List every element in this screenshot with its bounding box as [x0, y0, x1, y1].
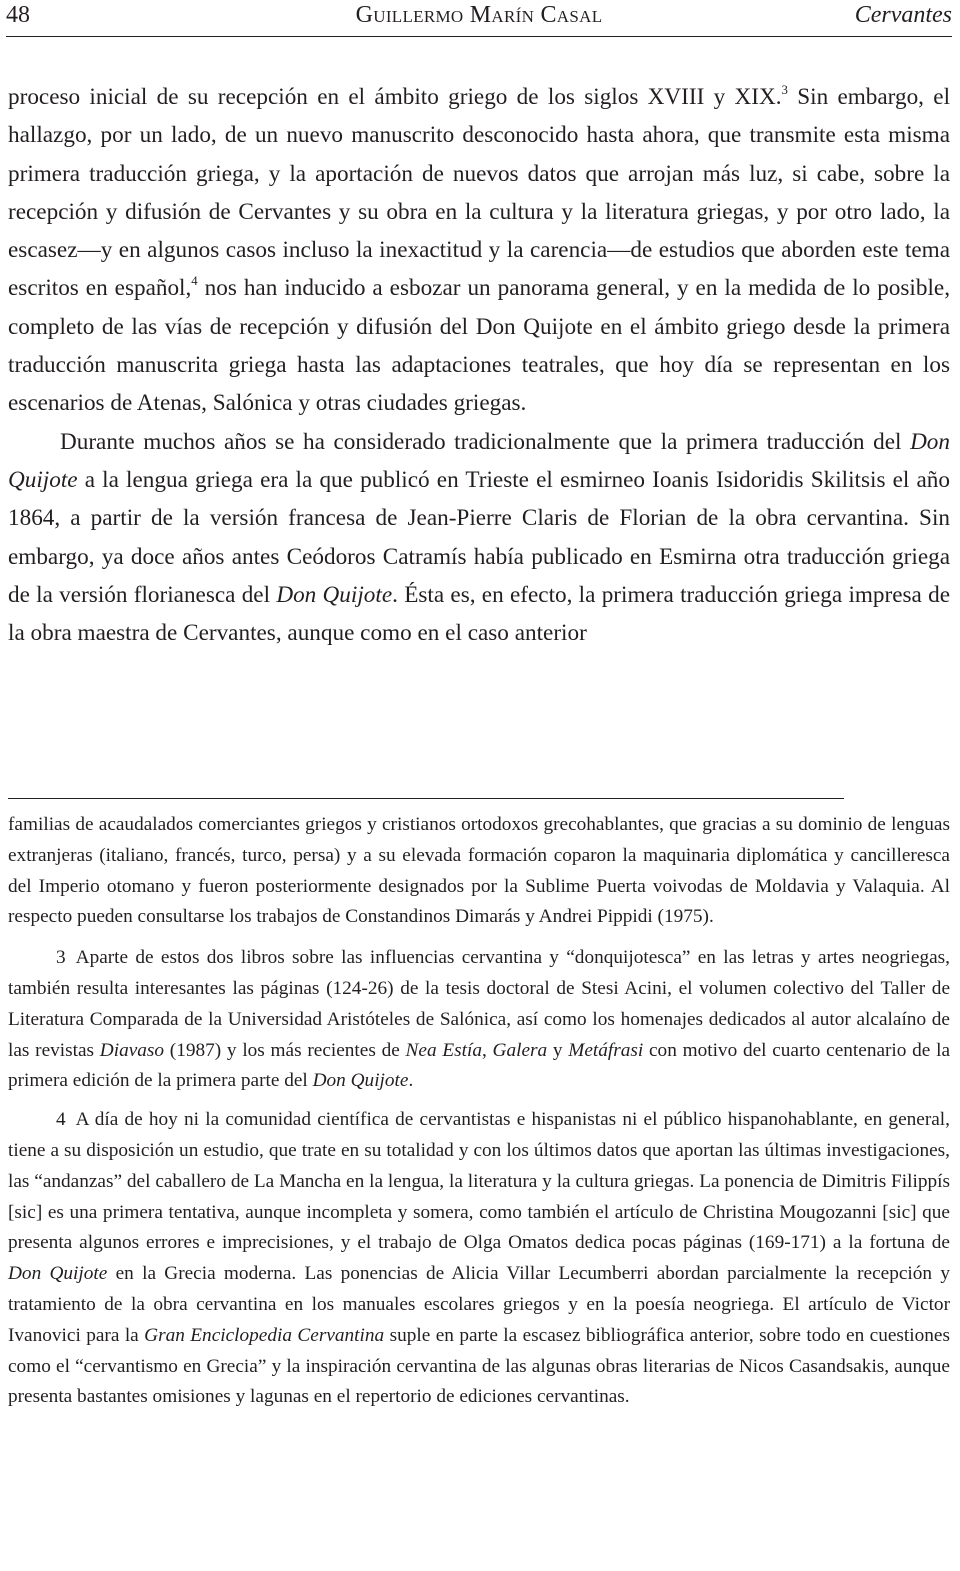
text-run: (1987) y los más recientes de — [164, 1039, 406, 1061]
footnote-number: 4 — [56, 1109, 66, 1131]
text-run: y — [547, 1039, 569, 1061]
body-text — [8, 78, 950, 652]
work-title: Metáfrasi — [568, 1039, 644, 1061]
text-run: Durante muchos años se ha considerado tradicionalmente que la primera traducción del — [60, 428, 911, 455]
text-run: Aparte de estos dos libros sobre las influencias cervantina y “donquijotesca” en las letras y artes neogriegas, también resulta interesantes las páginas (124-26) de la tesis doctoral de Stesi Acini, el volumen colectivo del Taller de Literatura Comparada de la Universidad Aristóteles de Salónica, así como los homenajes dedicados al autor alcalaíno de las revistas — [8, 947, 950, 1061]
text-run: A día de hoy ni la comunidad científica de cervantistas e hispanistas ni el público hispanohablante, en general, tiene a su disposición un estudio, que trate en su totalidad y con los últimos datos que aportan las últimas investigaciones, las “andanzas” del caballero de La Mancha en la lengua, la literatura y la cultura griegas. La ponencia de Dimitris Filippís [sic] es una primera tentativa, aunque incompleta y somera, como también el artículo de Christina Mougozanni [sic] que presenta algunos errores e imprecisiones, y el trabajo de Olga Omatos dedica pocas páginas (169-171) a la fortuna de — [8, 1109, 950, 1254]
text-run: . Ésta es, en efecto, la primera traducción griega impresa de la obra maestra de Cervantes, aunque como en el caso anterior — [8, 581, 951, 647]
work-title: Galera — [492, 1039, 548, 1061]
text-run: nos han inducido a esbozar un panorama general, y en la medida de lo posible, completo de las vías de recepción y difusión del Don Quijote en el ámbito griego desde la primera traducción manuscrita griega hasta las adaptaciones teatrales, que hoy día se representan en los escenarios de Atenas, Salónica y otras ciudades griegas. — [8, 275, 950, 417]
footnote-continuation: familias de acaudalados comerciantes griegos y cristianos ortodoxos grecohablantes, que gracias a su dominio de lenguas extranjeras (italiano, francés, turco, persa) y a su elevada formación coparon la maquinaria diplomática y cancilleresca del Imperio otomano y fueron posteriormente designados por la Sublime Puerta voivodas de Moldavia y Valaquia. Al respecto pueden consultarse los trabajos de Constandinos Dimarás y Andrei Pippidi (1975). — [8, 814, 950, 928]
text-run: con motivo del cuarto centenario de la primera edición de la primera parte del — [8, 1039, 951, 1092]
footnote-4 — [8, 1105, 950, 1413]
footnote-3 — [8, 943, 950, 1097]
footnote-ref-4: 4 — [191, 274, 198, 289]
text-run: a la lengua griega era la que publicó en Trieste el esmirneo Ioanis Isidoridis Skilitsis el año 1864, a partir de la versión francesa de Jean-Pierre Claris de Florian de la obra cervantina. Sin embargo, ya doce años antes Ceódoros Catramís había publicado en Esmirna otra traducción griega de la versión florianesca del — [8, 466, 950, 608]
running-header — [6, 0, 952, 37]
work-title: Gran Enciclopedia Cervantina — [144, 1324, 385, 1346]
work-title: Don Quijote — [8, 428, 950, 493]
running-title: Cervantes — [854, 2, 952, 28]
text-run: suple en parte la escasez bibliográfica anterior, sobre todo en cuestiones como el “cervantismo en Grecia” y la inspiración cervantina de las algunas obras literarias de Nicos Casandsakis, aunque presenta bastantes omisiones y lagunas en el repertorio de ediciones cervantinas. — [8, 1324, 950, 1408]
work-title: Don Quijote — [312, 1070, 409, 1092]
body-paragraph-2 — [8, 423, 950, 653]
footnotes — [8, 810, 950, 1421]
text-run: Sin embargo, el hallazgo, por un lado, de un nuevo manuscrito desconocido hasta ahora, que transmite esta misma primera traducción griega, y la aportación de nuevos datos que arrojan más luz, si cabe, sobre la recepción y difusión de Cervantes y su obra en la cultura y la literatura griegas, y por otro lado, la escasez—y en algunos casos incluso la inexactitud y la carencia—de estudios que aborden este tema escritos en español, — [8, 84, 951, 302]
page-number: 48 — [6, 2, 30, 28]
footnote-ref-3: 3 — [781, 82, 788, 97]
footnote-number: 3 — [56, 947, 66, 969]
work-title: Don Quijote — [8, 1263, 108, 1285]
text-run: , — [481, 1039, 493, 1061]
running-author: Guillermo Marín Casal — [355, 2, 603, 28]
work-title: Don Quijote — [276, 581, 393, 608]
work-title: Nea Estía — [405, 1039, 482, 1061]
work-title: Diavaso — [99, 1039, 165, 1061]
footnote-separator — [8, 798, 844, 799]
text-run: proceso inicial de su recepción en el ámbito griego de los siglos XVIII y XIX. — [8, 84, 782, 110]
text-run: . — [408, 1070, 414, 1092]
body-paragraph-1 — [8, 78, 950, 423]
text-run: en la Grecia moderna. Las ponencias de Alicia Villar Lecumberri abordan parcialmente la recepción y tratamiento de la obra cervantina en los manuales escolares griegos y en la poesía neogriega. El artículo de Victor Ivanovici para la — [8, 1263, 950, 1346]
